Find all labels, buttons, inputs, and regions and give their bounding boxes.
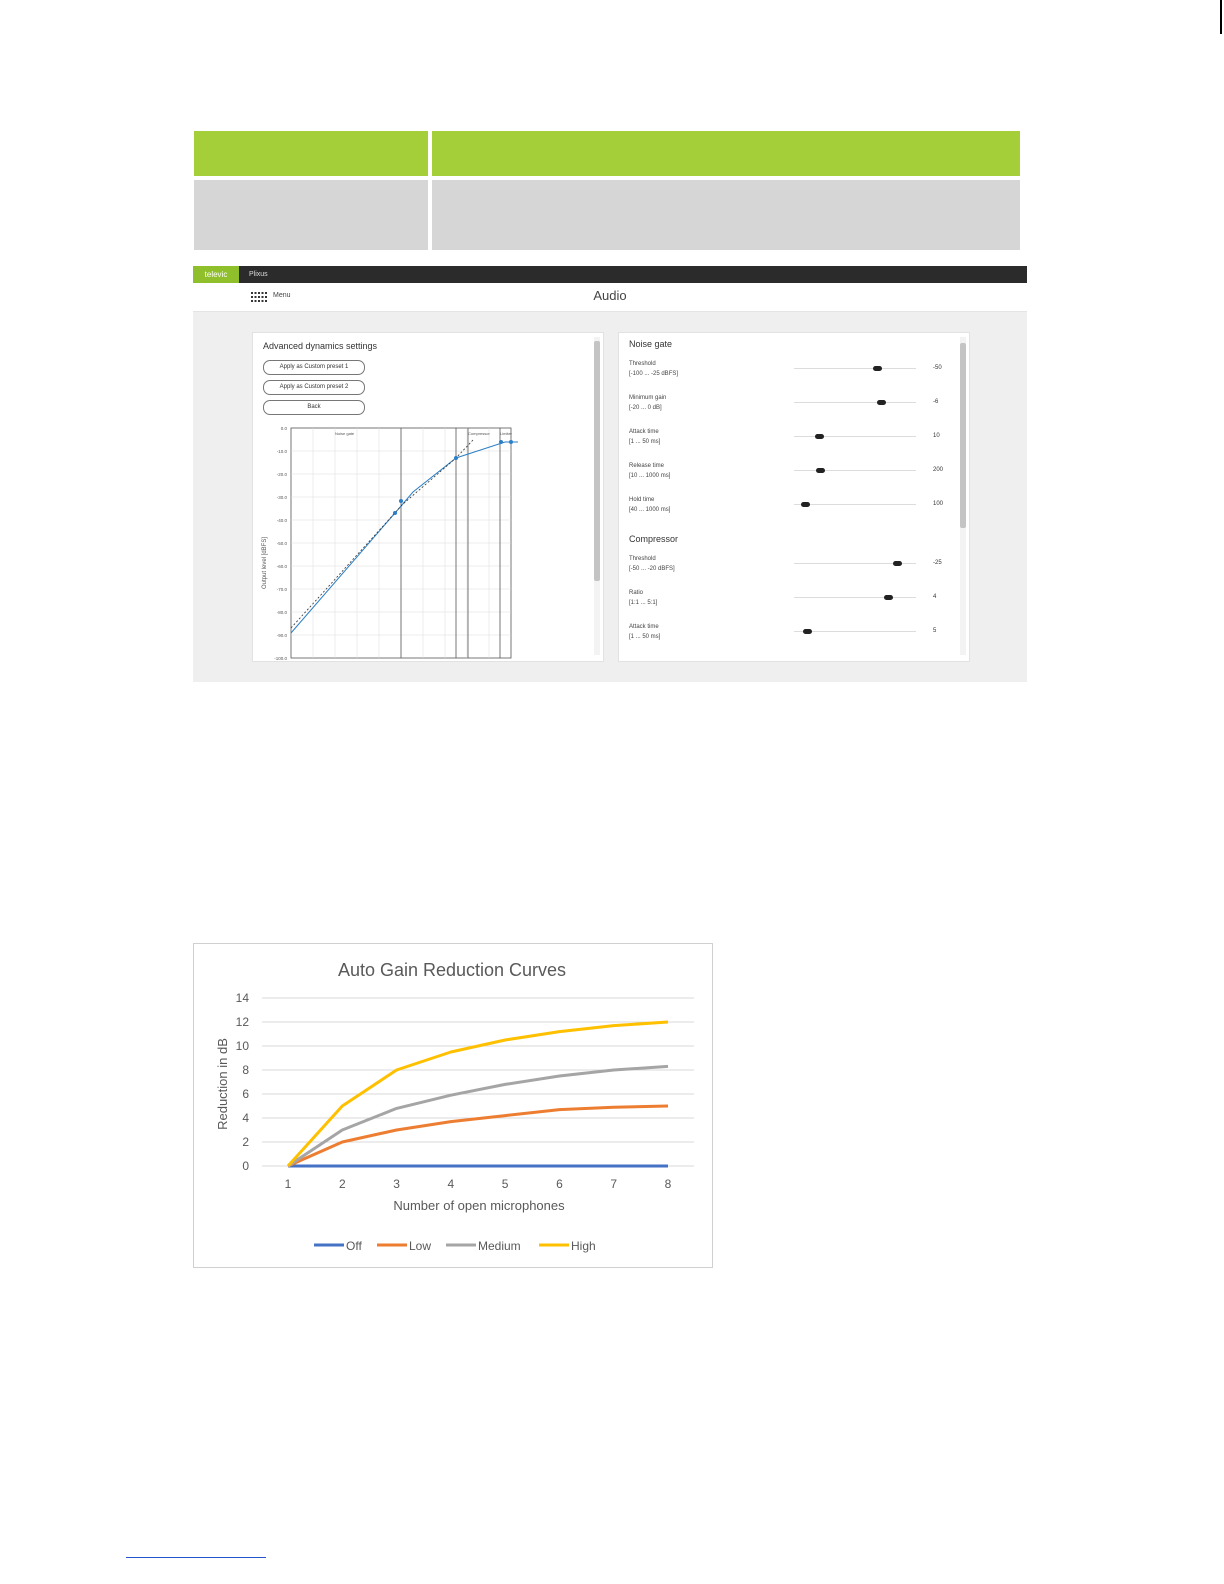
dynamics-point[interactable]	[393, 511, 397, 515]
slider-thumb[interactable]	[873, 366, 882, 371]
legend-label: Low	[409, 1239, 432, 1253]
slider-range: [-50 ... -20 dBFS]	[629, 566, 675, 572]
dynamics-y-ticks	[274, 426, 287, 661]
slider-name: Hold time	[629, 497, 655, 503]
series-line-low	[288, 1106, 668, 1166]
apply-custom-preset-1-button[interactable]: Apply as Custom preset 1	[263, 360, 365, 375]
slider-track[interactable]	[794, 631, 916, 632]
slider-range: [1:1 ... 5:1]	[629, 600, 658, 606]
x-tick-label: 7	[610, 1177, 618, 1191]
y-tick-label: -40.0	[276, 518, 287, 523]
table-header-cell-1	[194, 131, 428, 176]
slider-range: [1 ... 50 ms]	[629, 439, 661, 445]
region-label: Compressor	[468, 431, 490, 436]
top-bar	[193, 266, 1027, 283]
region-label: Noise gate	[335, 431, 355, 436]
y-axis-label: Reduction in dB	[215, 1038, 230, 1130]
y-tick-label: -100.0	[274, 656, 287, 661]
sub-header	[193, 283, 1027, 312]
table-cell-2	[432, 180, 1020, 250]
dynamics-grid	[291, 428, 511, 658]
section-heading: Noise gate	[629, 339, 673, 349]
dynamics-point[interactable]	[499, 440, 503, 444]
left-scrollbar[interactable]	[594, 337, 600, 655]
slider-thumb[interactable]	[815, 434, 824, 439]
slider-track[interactable]	[794, 597, 916, 598]
right-scrollbar-thumb[interactable]	[960, 343, 966, 528]
auto-gain-reduction-chart	[193, 943, 713, 1268]
slider-thumb[interactable]	[877, 400, 886, 405]
brand-logo[interactable]: televic	[193, 266, 239, 283]
slider-value: 10	[933, 433, 940, 439]
panel-heading: Advanced dynamics settings	[263, 341, 378, 351]
auto-gain-chart-svg	[194, 944, 712, 1267]
x-tick-label: 8	[664, 1177, 672, 1191]
dynamics-point[interactable]	[399, 499, 403, 503]
slider-name: Attack time	[629, 429, 659, 435]
back-button[interactable]: Back	[263, 400, 365, 415]
apply-custom-preset-2-button[interactable]: Apply as Custom preset 2	[263, 380, 365, 395]
slider-label	[629, 393, 666, 413]
slider-value: 4	[933, 594, 937, 600]
slider-name: Release time	[629, 463, 665, 469]
slider-track[interactable]	[794, 436, 916, 437]
y-tick-label: -20.0	[276, 472, 287, 477]
slider-thumb[interactable]	[893, 561, 902, 566]
left-scrollbar-thumb[interactable]	[594, 341, 600, 581]
slider-track[interactable]	[794, 470, 916, 471]
slider-label	[629, 554, 675, 574]
right-scrollbar[interactable]	[960, 337, 966, 655]
x-axis-label: Number of open microphones	[393, 1198, 565, 1213]
dynamics-curve-chart	[253, 418, 593, 663]
dynamics-reference-line	[291, 440, 473, 628]
slider-name: Ratio	[629, 590, 644, 596]
slider-range: [10 ... 1000 ms]	[629, 473, 671, 479]
y-tick-label: 6	[242, 1087, 249, 1101]
slider-label	[629, 461, 670, 481]
page-title: Audio	[593, 288, 627, 303]
x-tick-label: 5	[501, 1177, 509, 1191]
x-tick-label: 1	[284, 1177, 292, 1191]
slider-value: -25	[933, 560, 942, 566]
x-tick-label: 6	[556, 1177, 563, 1191]
dynamics-point[interactable]	[509, 440, 513, 444]
dynamics-curve	[291, 442, 518, 633]
dynamics-y-axis-label: Output level [dBFS]	[262, 536, 268, 590]
y-tick-label: -50.0	[276, 541, 287, 546]
y-tick-label: 2	[242, 1135, 249, 1149]
slider-name: Attack time	[629, 624, 659, 630]
y-tick-label: -70.0	[276, 587, 287, 592]
section-heading: Compressor	[629, 534, 679, 544]
page-edge-bar	[1220, 0, 1222, 34]
audio-settings-screenshot	[193, 266, 1027, 682]
region-label: Limiter	[500, 431, 513, 436]
y-tick-label: 0.0	[280, 426, 287, 431]
y-tick-label: 12	[235, 1015, 249, 1029]
y-tick-label: 14	[235, 991, 249, 1005]
dynamics-point[interactable]	[454, 456, 458, 460]
slider-value: 5	[933, 628, 937, 634]
slider-label	[629, 622, 660, 642]
y-tick-label: -80.0	[276, 610, 287, 615]
slider-thumb[interactable]	[816, 468, 825, 473]
y-tick-label: -90.0	[276, 633, 287, 638]
x-tick-label: 4	[447, 1177, 455, 1191]
slider-range: [40 ... 1000 ms]	[629, 507, 671, 513]
y-tick-label: 4	[242, 1111, 249, 1125]
slider-track[interactable]	[794, 402, 916, 403]
legend-label: High	[571, 1239, 596, 1253]
x-tick-label: 2	[338, 1177, 346, 1191]
slider-value: 100	[933, 501, 944, 507]
legend-label: Medium	[478, 1239, 521, 1253]
slider-thumb[interactable]	[801, 502, 810, 507]
y-tick-label: 0	[242, 1159, 249, 1173]
slider-range: [-20 ... 0 dB]	[629, 405, 662, 411]
y-tick-label: -10.0	[276, 449, 287, 454]
slider-label	[629, 588, 657, 608]
noise-gate-compressor-panel	[618, 332, 970, 662]
advanced-dynamics-panel	[252, 332, 604, 662]
slider-label	[629, 359, 678, 379]
top-tab[interactable]: Plixus	[249, 271, 268, 278]
menu-label[interactable]: Menu	[273, 292, 291, 299]
chart-title: Auto Gain Reduction Curves	[337, 960, 567, 980]
slider-label	[629, 495, 670, 515]
table-header-cell-2	[432, 131, 1020, 176]
legend-label: Off	[346, 1239, 362, 1253]
slider-range: [-100 ... -25 dBFS]	[629, 371, 679, 377]
y-tick-label: -30.0	[276, 495, 287, 500]
footer-link-underline[interactable]	[126, 1557, 266, 1558]
dynamics-region-labels	[335, 431, 513, 436]
slider-track[interactable]	[794, 504, 916, 505]
slider-value: 200	[933, 467, 944, 473]
table-cell-1	[194, 180, 428, 250]
slider-range: [1 ... 50 ms]	[629, 634, 661, 640]
slider-label	[629, 427, 660, 447]
slider-name: Threshold	[629, 361, 656, 367]
slider-thumb[interactable]	[803, 629, 812, 634]
x-tick-label: 3	[393, 1177, 400, 1191]
slider-name: Minimum gain	[629, 395, 667, 401]
slider-name: Threshold	[629, 556, 656, 562]
slider-value: -50	[933, 365, 942, 371]
y-tick-label: 8	[242, 1063, 249, 1077]
slider-thumb[interactable]	[884, 595, 893, 600]
series-line-medium	[288, 1066, 668, 1166]
y-tick-label: -60.0	[276, 564, 287, 569]
slider-track[interactable]	[794, 368, 916, 369]
slider-value: -6	[933, 399, 939, 405]
y-tick-label: 10	[235, 1039, 249, 1053]
